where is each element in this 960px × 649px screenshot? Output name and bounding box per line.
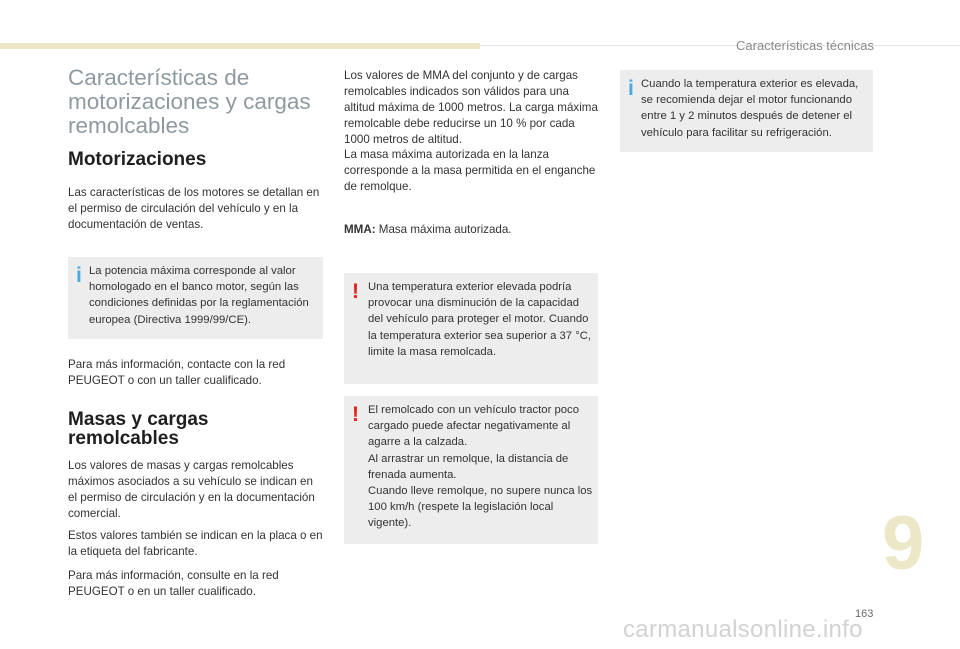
page-title: Características de motorizaciones y cargas remolcables (68, 65, 311, 138)
warning-note-text: El remolcado con un vehículo tractor poco cargado puede afectar negativamente al agarre a la calzada. Al arrastrar un remolque, la distancia de frenada aumenta. Cuando lleve remolque, no supere nunca los 100 km/h (respete la legislación local vigente). (368, 404, 593, 530)
mma-paragraph: Los valores de MMA del conjunto y de cargas remolcables indicados son válidos para una altitud máxima de 1000 metros. La carga máxima remolcable debe reducirse un 10 % por cada 1000 metros de altitud. (344, 69, 598, 146)
info-icon: i (628, 77, 634, 100)
motor-paragraph: Las características de los motores se detallan en el permiso de circulación del vehículo y en la documentación de ventas. (68, 186, 320, 231)
page-number: 163 (855, 608, 874, 620)
header-accent-bar (0, 43, 480, 49)
info-note-text: La potencia máxima corresponde al valor homologado en el banco motor, según las condiciones definidas por la reglamentación europea (Directiva 1999/99/CE). (89, 265, 309, 326)
mma-definition (344, 222, 598, 238)
info-note-potencia (68, 257, 323, 339)
motorizaciones-heading: Motorizaciones (68, 149, 207, 170)
more-info-paragraph-2: Para más información, consulte en la red PEUGEOT o en un taller cualificado. (68, 569, 279, 598)
mma-definition-text: Masa máxima autorizada. (375, 223, 512, 236)
info-note-refrigeracion (620, 70, 873, 152)
warning-icon: ! (352, 403, 359, 426)
masas-heading: Masas y cargas remolcables (68, 409, 209, 449)
mma-label: MMA: (344, 223, 376, 236)
masas-paragraph: Los valores de masas y cargas remolcables máximos asociados a su vehículo se indican en el permiso de circulación y en la documentación comercial. (68, 459, 315, 520)
info-note-text: Cuando la temperatura exterior es elevada, se recomienda dejar el motor funcionando entre 1 y 2 minutos después de detener el vehículo para facilitar su refrigeración. (641, 78, 859, 139)
section-title: Características técnicas (736, 38, 874, 53)
watermark: carmanualsonline.info (623, 616, 863, 643)
more-info-paragraph: Para más información, contacte con la red PEUGEOT o con un taller cualificado. (68, 358, 286, 387)
warning-note-text: Una temperatura exterior elevada podría provocar una disminución de la capacidad del vehículo para proteger el motor. Cuando la temperatura exterior sea superior a 37 °C, limite la masa remolcada. (368, 281, 592, 358)
warning-note-remolque (344, 396, 598, 544)
placa-paragraph: Estos valores también se indican en la placa o en la etiqueta del fabricante. (68, 529, 323, 558)
masa-lanza-paragraph: La masa máxima autorizada en la lanza corresponde a la masa permitida en el enganche de remolque. (344, 148, 596, 193)
warning-icon: ! (352, 280, 359, 303)
header-rule (480, 45, 960, 46)
warning-note-temperatura (344, 273, 598, 384)
chapter-number: 9 (882, 501, 925, 586)
info-icon: i (76, 264, 82, 287)
